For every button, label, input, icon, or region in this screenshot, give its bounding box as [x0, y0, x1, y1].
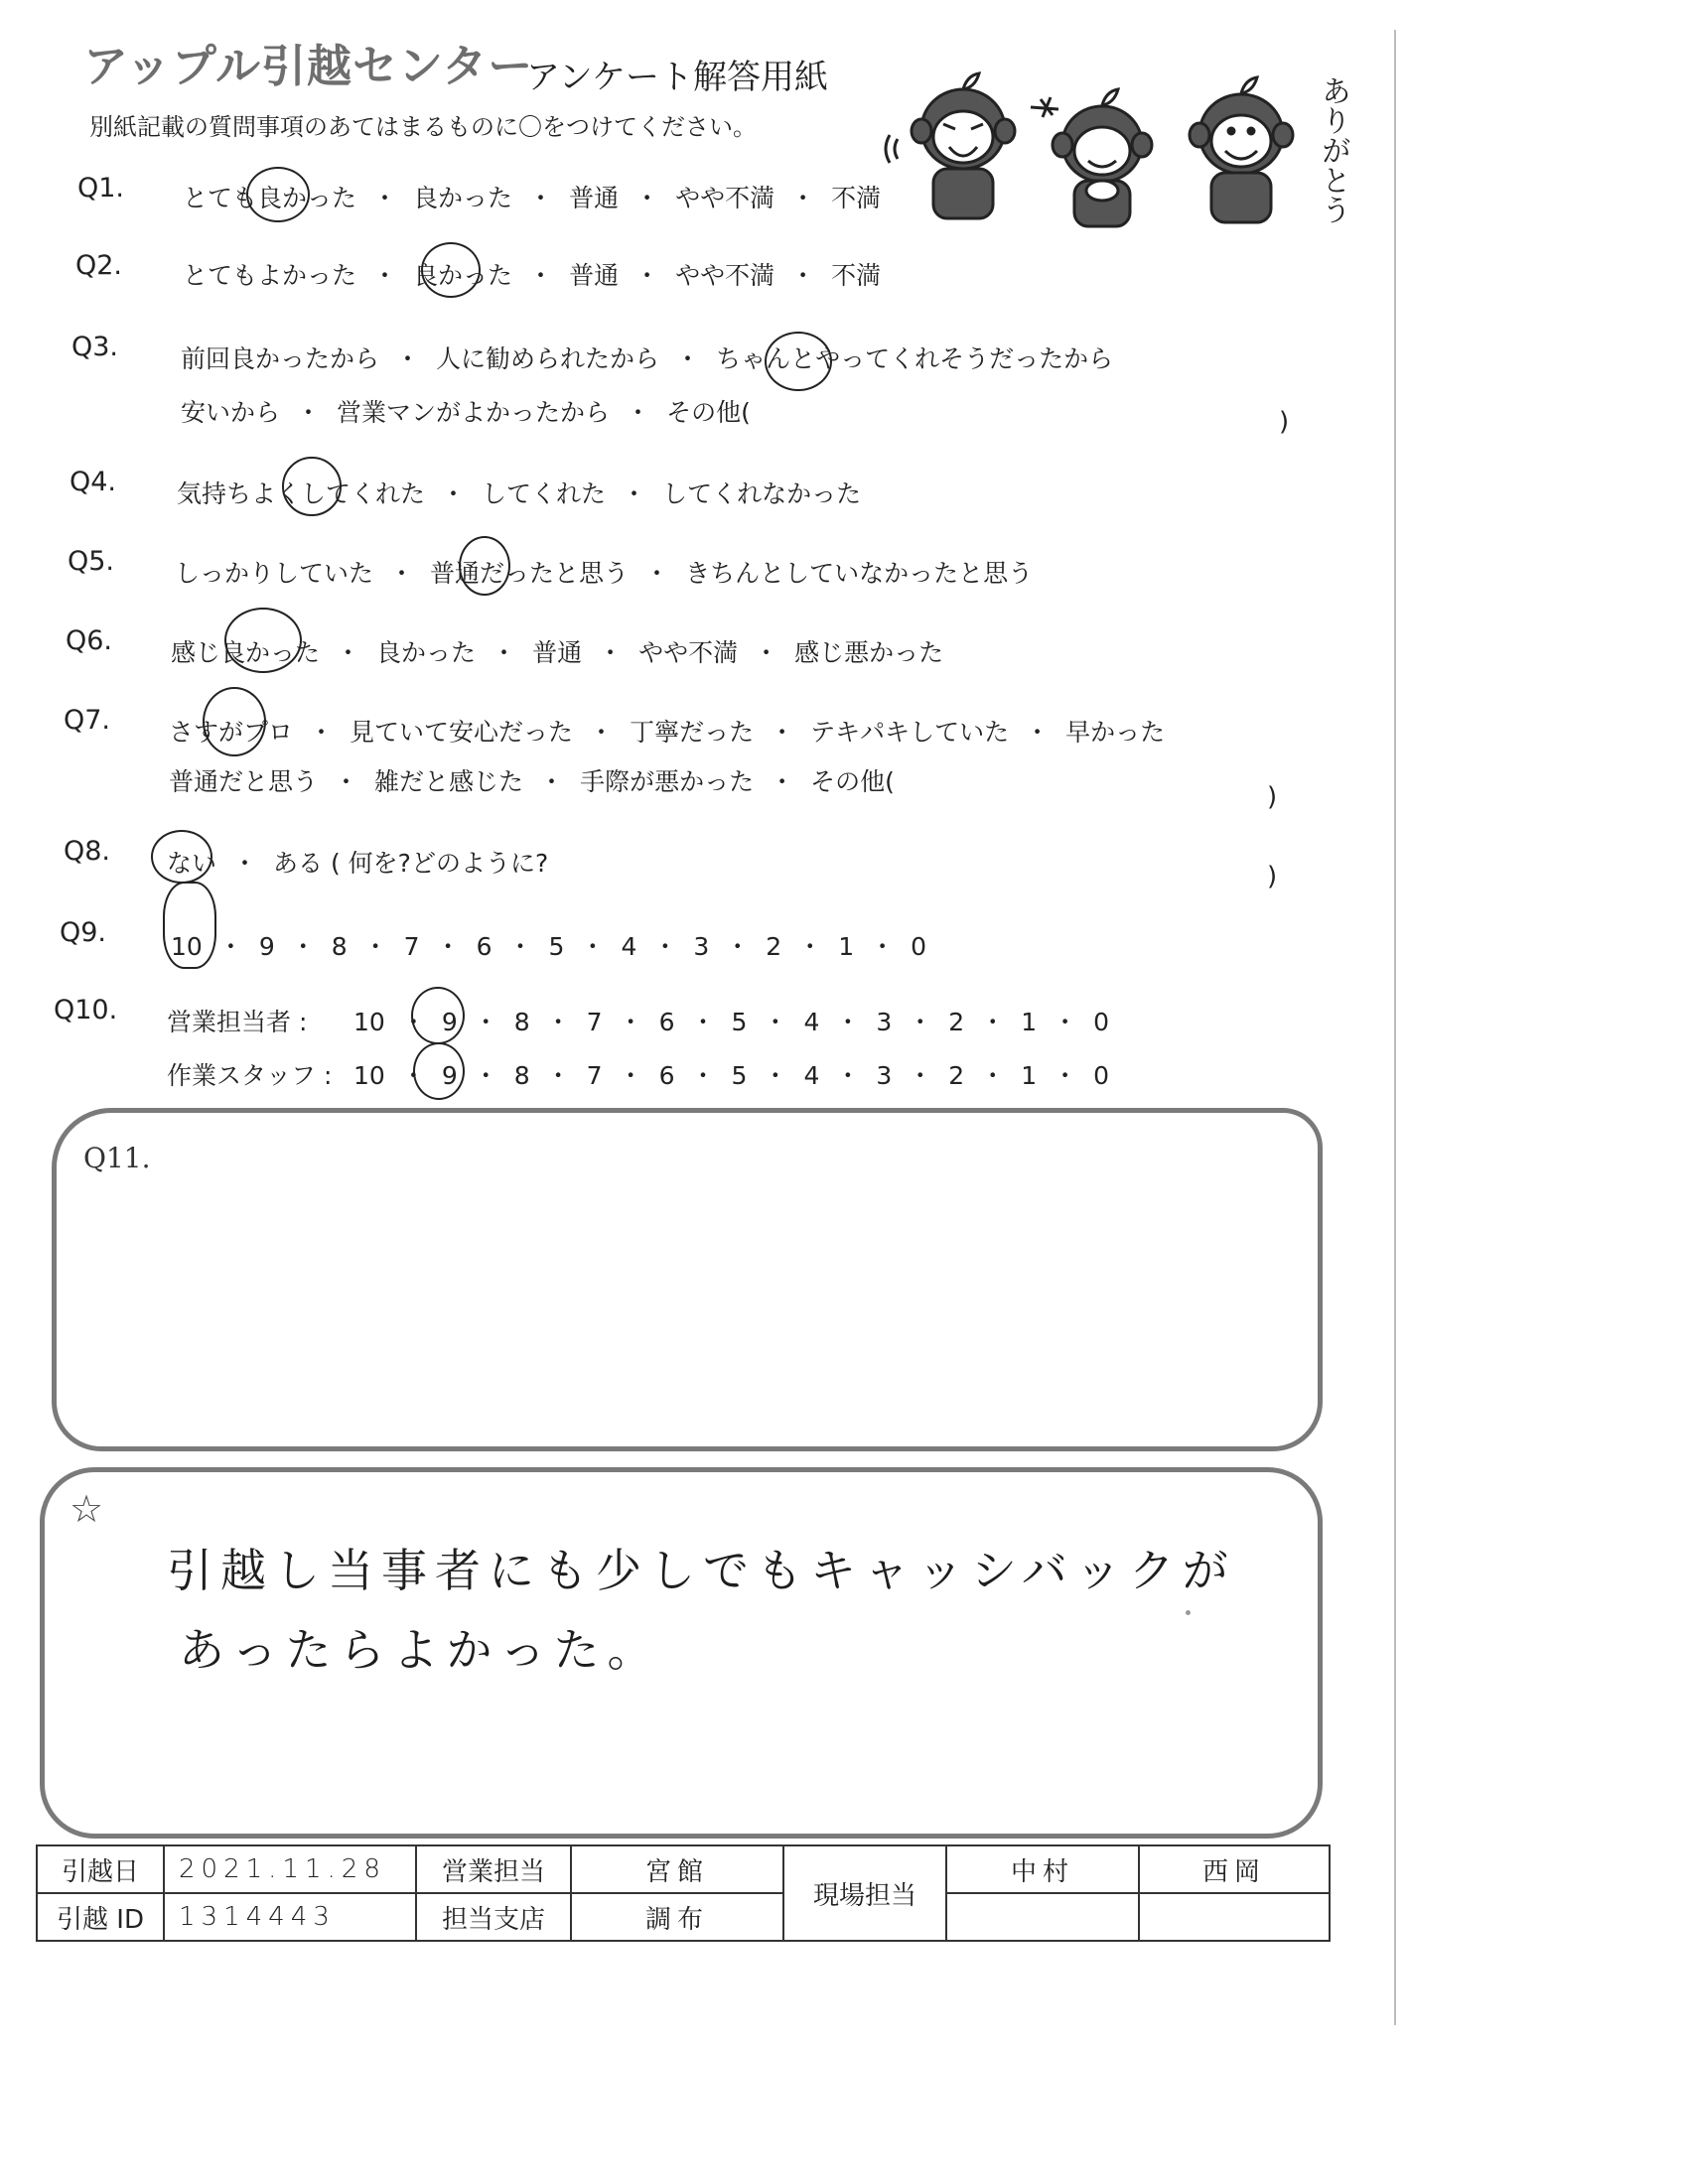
q2-option-4[interactable]: やや不満 — [675, 261, 775, 290]
q5-option-2[interactable]: 普通だったと思う — [430, 559, 630, 588]
q9-score-8[interactable]: 8 — [331, 932, 348, 961]
q10-label: Q10. — [54, 995, 118, 1025]
q9-answer-circle — [163, 882, 216, 969]
q8-options: ない ・ ある ( 何を?どのように? — [167, 849, 549, 878]
q6-label: Q6. — [66, 625, 113, 656]
q2-option-3[interactable]: 普通 — [569, 261, 620, 290]
q5-option-1[interactable]: しっかりしていた — [175, 559, 374, 588]
q7-close-paren: ) — [1267, 782, 1278, 812]
q10-sales-label: 営業担当者 : — [167, 1008, 308, 1036]
q6-option-2[interactable]: 良かった — [376, 638, 477, 667]
q5-options: しっかりしていた ・ 普通だったと思う ・ きちんとしていなかったと思う — [175, 559, 1034, 588]
q10-staff-score-8[interactable]: 8 — [513, 1061, 530, 1090]
q10-staff-row: 作業スタッフ : 10 ・ 9 ・ 8 ・ 7 ・ 6 ・ 5 ・ 4 ・ 3 ・ 2 ・ 1 ・ 0 — [167, 1056, 1109, 1092]
q10-sales-score-9[interactable]: 9 — [441, 1008, 458, 1036]
q8-close-paren: ) — [1267, 862, 1278, 891]
q6-option-3[interactable]: 普通 — [532, 638, 583, 667]
q10-staff-label: 作業スタッフ : — [167, 1061, 333, 1090]
move-info-table — [36, 1844, 1331, 1942]
q9-score-0[interactable]: 0 — [911, 932, 927, 961]
q10-sales-score-7[interactable]: 7 — [586, 1008, 603, 1036]
q10-sales-answer-circle — [411, 987, 465, 1044]
q3-option-4[interactable]: 安いから — [181, 398, 281, 427]
q7-options-row2: 普通だと思う ・ 雑だと感じた ・ 手際が悪かった ・ その他( — [169, 767, 895, 796]
q3-answer-circle — [765, 332, 832, 391]
q4-option-2[interactable]: してくれた — [482, 479, 607, 508]
q8-option-2[interactable]: ある ( 何を?どのように? — [273, 849, 549, 878]
q9-score-5[interactable]: 5 — [548, 932, 565, 961]
q4-option-3[interactable]: してくれなかった — [662, 479, 862, 508]
branch-value: 調布 — [571, 1893, 783, 1941]
q11-comment-box[interactable] — [52, 1108, 1323, 1451]
q3-option-1[interactable]: 前回良かったから — [181, 344, 380, 373]
q11-label: Q11. — [83, 1142, 151, 1174]
q10-sales-score-3[interactable]: 3 — [876, 1008, 893, 1036]
q7-option-7[interactable]: 雑だと感じた — [374, 767, 524, 796]
q9-score-1[interactable]: 1 — [838, 932, 855, 961]
q9-label: Q9. — [60, 917, 107, 948]
q2-options: とてもよかった ・ 良かった ・ 普通 ・ やや不満 ・ 不満 — [183, 261, 882, 290]
q3-option-other[interactable]: その他( — [666, 398, 751, 427]
q10-staff-score-10[interactable]: 10 — [353, 1061, 385, 1090]
q3-label: Q3. — [71, 332, 119, 362]
q4-answer-circle — [282, 457, 342, 516]
q10-sales-score-4[interactable]: 4 — [803, 1008, 820, 1036]
move-id-label: 引越 ID — [37, 1893, 164, 1941]
q6-option-1[interactable]: 感じ良かった — [171, 638, 321, 667]
q10-staff-score-6[interactable]: 6 — [658, 1061, 675, 1090]
q10-sales-score-2[interactable]: 2 — [948, 1008, 965, 1036]
q2-option-1[interactable]: とてもよかった — [183, 261, 357, 290]
q3-option-3[interactable]: ちゃんとやってくれそうだったから — [716, 344, 1114, 373]
instruction-text: 別紙記載の質問事項のあてはまるものに〇をつけてください。 — [89, 113, 757, 141]
q7-option-5[interactable]: 早かった — [1065, 718, 1166, 747]
q9-score-9[interactable]: 9 — [258, 932, 275, 961]
thanks-text: ありがとう — [1316, 75, 1350, 224]
form-title: アンケート解答用紙 — [526, 58, 828, 97]
q1-answer-circle — [246, 167, 310, 222]
q10-sales-score-6[interactable]: 6 — [658, 1008, 675, 1036]
q2-option-2[interactable]: 良かった — [413, 261, 513, 290]
q5-option-3[interactable]: きちんとしていなかったと思う — [685, 559, 1034, 588]
q2-option-5[interactable]: 不満 — [831, 261, 882, 290]
q3-options-row1: 前回良かったから ・ 人に勧められたから ・ ちゃんとやってくれそうだったから — [181, 344, 1114, 373]
site-staff-1: 中村 — [946, 1845, 1139, 1893]
q7-option-2[interactable]: 見ていて安心だった — [350, 718, 574, 747]
q10-sales-score-1[interactable]: 1 — [1021, 1008, 1038, 1036]
q3-close-paren: ) — [1279, 407, 1290, 437]
q3-options-row2: 安いから ・ 営業マンがよかったから ・ その他( — [181, 398, 751, 427]
q7-option-3[interactable]: 丁寧だった — [630, 718, 755, 747]
sales-rep-value: 宮館 — [571, 1845, 783, 1893]
q9-score-3[interactable]: 3 — [693, 932, 710, 961]
branch-label: 担当支店 — [416, 1893, 571, 1941]
q10-staff-score-2[interactable]: 2 — [948, 1061, 965, 1090]
q10-staff-answer-circle — [413, 1042, 465, 1100]
q4-label: Q4. — [70, 467, 117, 497]
q1-option-5[interactable]: 不満 — [831, 184, 882, 212]
q10-sales-row: 営業担当者 : 10 ・ 9 ・ 8 ・ 7 ・ 6 ・ 5 ・ 4 ・ 3 ・ 2 ・ 1 ・ 0 — [167, 1003, 1109, 1038]
q1-option-4[interactable]: やや不満 — [675, 184, 775, 212]
q4-options: 気持ちよくしてくれた ・ してくれた ・ してくれなかった — [177, 479, 862, 508]
q4-option-1[interactable]: 気持ちよくしてくれた — [177, 479, 426, 508]
q10-staff-score-5[interactable]: 5 — [731, 1061, 748, 1090]
q9-score-4[interactable]: 4 — [621, 932, 637, 961]
q7-options-row1: さすがプロ ・ 見ていて安心だった ・ 丁寧だった ・ テキパキしていた ・ 早かった — [169, 718, 1166, 747]
q8-answer-circle — [151, 830, 212, 884]
comment-line-1: 引越し当事者にも少しでもキャッシバックが — [167, 1544, 1236, 1597]
q9-score-6[interactable]: 6 — [476, 932, 492, 961]
q10-sales-score-10[interactable]: 10 — [353, 1008, 385, 1036]
move-date-label: 引越日 — [37, 1845, 164, 1893]
monkey-mascots-icon — [884, 69, 1331, 238]
q10-sales-score-0[interactable]: 0 — [1093, 1008, 1110, 1036]
scan-speck — [1186, 1610, 1191, 1615]
q7-option-8[interactable]: 手際が悪かった — [580, 767, 755, 796]
q7-option-4[interactable]: テキパキしていた — [810, 718, 1010, 747]
page-edge-shadow — [1394, 30, 1396, 2025]
q10-staff-score-9[interactable]: 9 — [441, 1061, 458, 1090]
q9-scale: 10 ・ 9 ・ 8 ・ 7 ・ 6 ・ 5 ・ 4 ・ 3 ・ 2 ・ 1 ・ 0 — [171, 932, 927, 961]
q6-option-5[interactable]: 感じ悪かった — [794, 638, 944, 667]
brand-title: アップル引越センター — [83, 40, 534, 92]
move-id-value: 1314443 — [164, 1893, 416, 1941]
q10-sales-score-8[interactable]: 8 — [513, 1008, 530, 1036]
sales-rep-label: 営業担当 — [416, 1845, 571, 1893]
q1-label: Q1. — [77, 173, 125, 204]
move-date-value: 2021.11.28 — [164, 1845, 416, 1893]
q2-label: Q2. — [75, 250, 123, 281]
q9-score-10[interactable]: 10 — [171, 932, 203, 961]
q2-answer-circle — [421, 242, 481, 298]
q9-score-7[interactable]: 7 — [403, 932, 420, 961]
q6-options: 感じ良かった ・ 良かった ・ 普通 ・ やや不満 ・ 感じ悪かった — [171, 638, 944, 667]
q10-staff-score-4[interactable]: 4 — [803, 1061, 820, 1090]
q5-answer-circle — [459, 536, 510, 596]
site-staff-3 — [946, 1893, 1139, 1941]
site-staff-4 — [1139, 1893, 1330, 1941]
q8-option-1[interactable]: ない — [167, 849, 217, 878]
star-icon: ☆ — [70, 1487, 104, 1531]
q10-staff-score-7[interactable]: 7 — [586, 1061, 603, 1090]
q5-label: Q5. — [68, 546, 115, 577]
q10-staff-score-1[interactable]: 1 — [1021, 1061, 1038, 1090]
site-staff-2: 西岡 — [1139, 1845, 1330, 1893]
q6-option-4[interactable]: やや不満 — [638, 638, 739, 667]
q7-option-6[interactable]: 普通だと思う — [169, 767, 319, 796]
q1-option-1[interactable]: とても良かった — [183, 184, 357, 212]
q10-sales-score-5[interactable]: 5 — [731, 1008, 748, 1036]
q7-option-1[interactable]: さすがプロ — [169, 718, 294, 747]
q7-answer-circle — [203, 687, 266, 756]
q1-option-3[interactable]: 普通 — [569, 184, 620, 212]
q10-staff-score-3[interactable]: 3 — [876, 1061, 893, 1090]
site-staff-label: 現場担当 — [783, 1845, 946, 1941]
q3-option-2[interactable]: 人に勧められたから — [436, 344, 660, 373]
q1-options: とても良かった ・ 良かった ・ 普通 ・ やや不満 ・ 不満 — [183, 184, 882, 212]
q1-option-2[interactable]: 良かった — [413, 184, 513, 212]
q7-label: Q7. — [64, 705, 111, 736]
q7-option-other[interactable]: その他( — [810, 767, 895, 796]
q9-score-2[interactable]: 2 — [766, 932, 782, 961]
comment-line-2: あったらよかった。 — [179, 1623, 661, 1677]
q10-staff-score-0[interactable]: 0 — [1093, 1061, 1110, 1090]
q6-answer-circle — [224, 608, 302, 673]
q8-label: Q8. — [64, 836, 111, 867]
q3-option-5[interactable]: 営業マンがよかったから — [337, 398, 611, 427]
